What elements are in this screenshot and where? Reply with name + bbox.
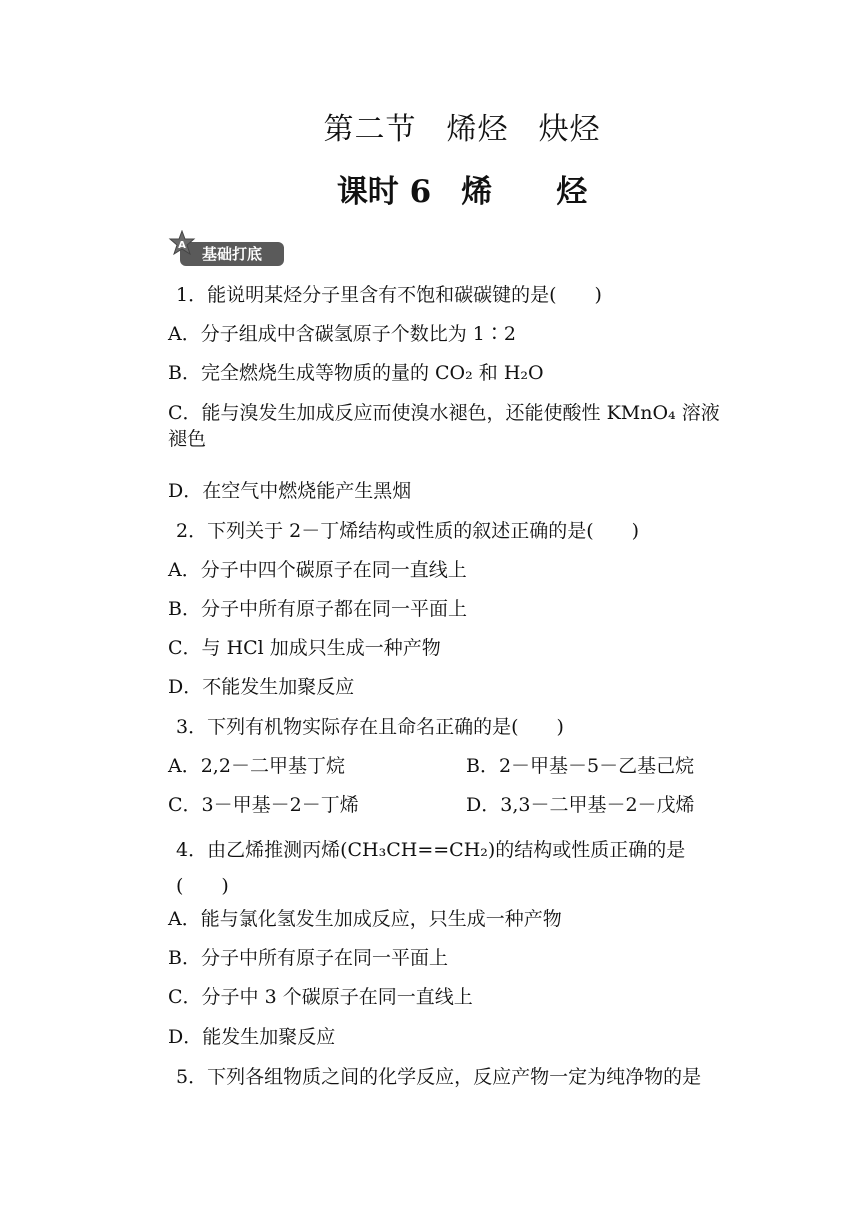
question-4-option-c: C．分子中 3 个碳原子在同一直线上 xyxy=(168,986,473,1008)
lesson-title-char-2: 烃 xyxy=(556,174,588,210)
question-3-option-b: B．2－甲基－5－乙基己烷 xyxy=(466,755,695,777)
question-4-option-d: D．能发生加聚反应 xyxy=(168,1026,336,1048)
section-title xyxy=(32,104,860,148)
question-3-option-a: A．2,2－二甲基丁烷 xyxy=(168,755,345,777)
question-5-stem: 5．下列各组物质之间的化学反应，反应产物一定为纯净物的是 xyxy=(176,1066,702,1088)
star-badge-icon xyxy=(168,230,196,258)
question-2-option-a: A．分子中四个碳原子在同一直线上 xyxy=(168,559,467,581)
question-4-stem-text: 4．由乙烯推测丙烯(CH₃CH==CH₂)的结构或性质正确的是( ) xyxy=(176,839,686,897)
section-topic-alkyne: 炔烃 xyxy=(538,112,601,147)
question-2-option-d: D．不能发生加聚反应 xyxy=(168,676,355,698)
question-4-stem xyxy=(176,832,736,904)
section-topic-alkene: 烯烃 xyxy=(446,112,509,147)
badge-letter: A xyxy=(178,240,186,251)
question-1-option-a: A．分子组成中含碳氢原子个数比为 1∶2 xyxy=(168,323,516,345)
question-2-option-b: B．分子中所有原子都在同一平面上 xyxy=(168,598,467,620)
lesson-title xyxy=(32,166,860,211)
question-3-stem: 3．下列有机物实际存在且命名正确的是( ) xyxy=(176,716,564,738)
question-4-option-a: A．能与氯化氢发生加成反应，只生成一种产物 xyxy=(168,908,562,930)
question-3-option-c: C．3－甲基－2－丁烯 xyxy=(168,794,359,816)
question-3-option-d: D．3,3－二甲基－2－戊烯 xyxy=(466,794,695,816)
lesson-title-char-1: 烯 xyxy=(461,174,493,210)
question-1-option-c-text: C．能与溴发生加成反应而使溴水褪色，还能使酸性 KMnO₄ 溶液褪色 xyxy=(168,402,720,450)
lesson-number: 课时 6 xyxy=(336,174,432,210)
question-1-option-d: D．在空气中燃烧能产生黑烟 xyxy=(168,480,412,502)
question-2-stem: 2．下列关于 2－丁烯结构或性质的叙述正确的是( ) xyxy=(176,520,640,542)
question-1-stem: 1．能说明某烃分子里含有不饱和碳碳键的是( ) xyxy=(176,284,602,306)
badge-label: 基础打底 xyxy=(202,245,263,263)
question-1-option-c xyxy=(168,400,738,452)
question-1-option-b: B．完全燃烧生成等物质的量的 CO₂ 和 H₂O xyxy=(168,362,544,384)
section-number: 第二节 xyxy=(323,112,417,147)
question-4-option-b: B．分子中所有原子在同一平面上 xyxy=(168,947,448,969)
question-2-option-c: C．与 HCl 加成只生成一种产物 xyxy=(168,637,441,659)
